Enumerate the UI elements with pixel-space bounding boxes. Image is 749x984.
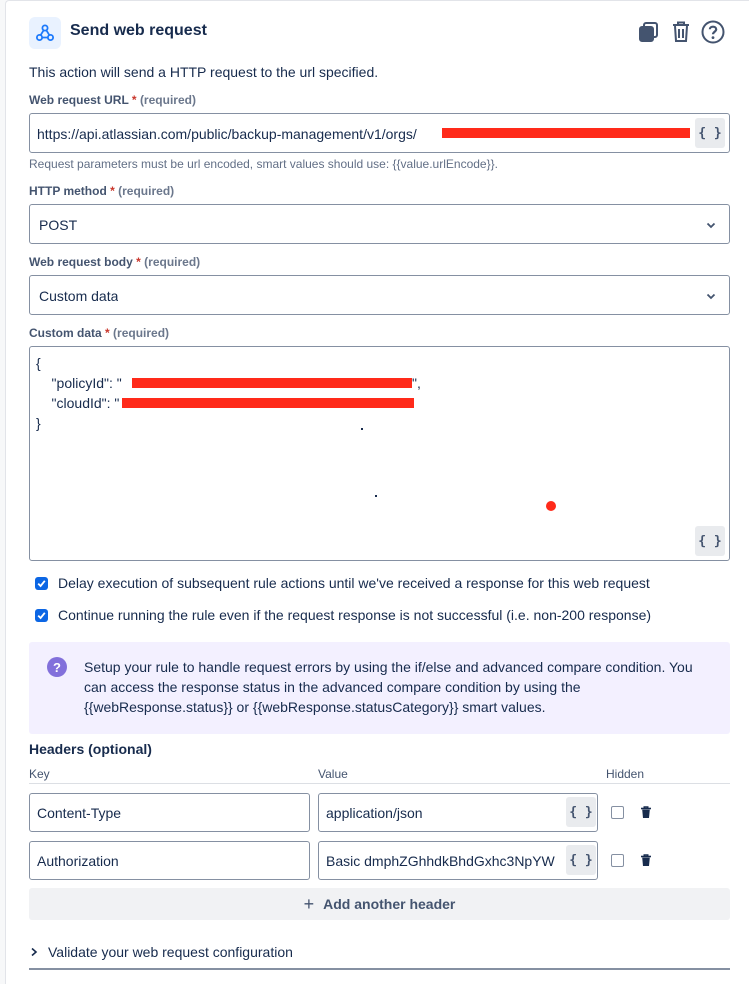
copy-button[interactable] (636, 19, 662, 45)
chevron-down-icon (705, 219, 717, 231)
code-line-2: "policyId": " (36, 375, 122, 391)
body-value: Custom data (39, 288, 119, 304)
custom-data-smart-value-button[interactable]: { } (695, 526, 725, 556)
redaction-mark (132, 378, 412, 388)
divider (29, 783, 730, 784)
continue-checkbox[interactable] (35, 609, 48, 622)
add-header-button[interactable] (29, 888, 730, 920)
trash-icon[interactable] (640, 854, 652, 867)
red-dot-marker (546, 501, 556, 511)
redaction-mark (442, 128, 690, 138)
plus-icon: + (303, 893, 315, 914)
checkmark-icon (37, 579, 46, 588)
stray-dot (375, 495, 377, 497)
page-title: Send web request (70, 22, 207, 39)
copy-icon (638, 21, 660, 43)
method-value: POST (39, 217, 78, 233)
checkmark-icon (37, 611, 46, 620)
hidden-checkbox[interactable] (611, 806, 624, 819)
code-line-3: "cloudId": " (36, 395, 120, 411)
stray-dot (361, 428, 363, 430)
continue-checkbox-label: Continue running the rule even if the request response is not successful (i.e. non-200 response) (58, 607, 652, 623)
header-value-input[interactable]: application/json { } (318, 793, 598, 832)
custom-data-label: Custom data * (required) (29, 326, 170, 340)
header-smart-value-button[interactable]: { } (566, 845, 596, 875)
help-button[interactable] (700, 19, 726, 45)
chevron-right-icon (29, 947, 39, 957)
url-value: https://api.atlassian.com/public/backup-management/v1/orgs/ (37, 126, 417, 142)
method-label: HTTP method * (required) (29, 184, 175, 198)
url-label: Web request URL * (required) (29, 93, 196, 107)
delay-checkbox-row[interactable] (35, 575, 650, 591)
header-smart-value-button[interactable]: { } (566, 797, 596, 827)
url-smart-value-button[interactable]: { } (695, 118, 725, 148)
redaction-mark (122, 398, 414, 408)
divider (29, 968, 730, 970)
code-line-1: { (36, 355, 41, 371)
info-text: Setup your rule to handle request errors by using the if/else and advanced compare condition. You can access the response status in the advanced compare condition by using the {{webResponse.status}} or {{webResponse.statusCategory}} smart values. (84, 659, 693, 715)
hidden-checkbox[interactable] (611, 854, 624, 867)
body-label: Web request body * (required) (29, 255, 201, 269)
info-panel (29, 642, 730, 734)
validate-expander[interactable] (29, 944, 293, 960)
headers-title: Headers (optional) (29, 741, 152, 757)
code-line-4: } (36, 415, 41, 431)
method-select[interactable] (29, 204, 730, 244)
action-description: This action will send a HTTP request to the url specified. (29, 64, 379, 80)
trash-icon (670, 20, 692, 44)
question-icon: ? (47, 657, 67, 677)
code-line-2-end: ", (412, 375, 421, 391)
col-value: Value (318, 767, 348, 781)
chevron-down-icon (705, 290, 717, 302)
url-input[interactable] (29, 113, 730, 153)
header-value-input[interactable]: Basic dmphZGhhdkBhdGxhc3NpYW { } (318, 841, 598, 880)
validate-label: Validate your web request configuration (48, 944, 293, 960)
col-key: Key (29, 767, 50, 781)
trash-icon[interactable] (640, 806, 652, 819)
webhook-icon (29, 17, 61, 49)
delete-button[interactable] (668, 19, 694, 45)
header-key-input[interactable]: Authorization (29, 841, 310, 880)
header-key-input[interactable]: Content-Type (29, 793, 310, 832)
send-web-request-panel (5, 0, 749, 984)
custom-data-textarea[interactable] (29, 346, 730, 561)
delay-checkbox[interactable] (35, 577, 48, 590)
add-header-label: Add another header (323, 896, 456, 912)
help-icon (701, 20, 725, 44)
delay-checkbox-label: Delay execution of subsequent rule actions until we've received a response for this web request (58, 575, 650, 591)
col-hidden: Hidden (606, 767, 645, 781)
body-select[interactable] (29, 275, 730, 315)
url-helper-text: Request parameters must be url encoded, smart values should use: {{value.urlEncode}}. (29, 157, 498, 171)
continue-checkbox-row[interactable] (35, 607, 651, 623)
